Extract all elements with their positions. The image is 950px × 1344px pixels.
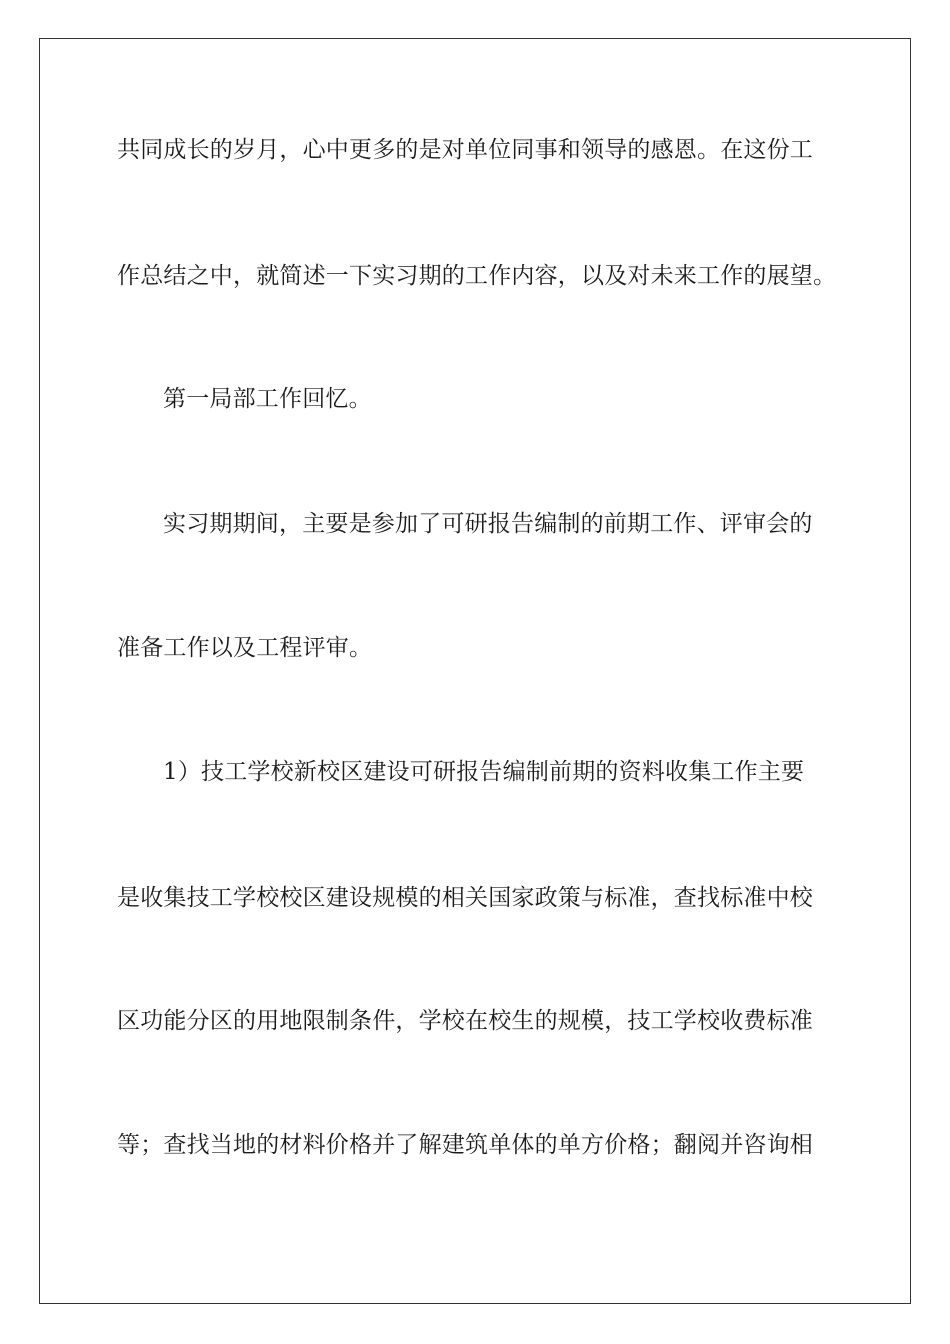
text-line-5: 准备工作以及工程评审。 xyxy=(117,635,373,661)
text-line-8: 区功能分区的用地限制条件，学校在校生的规模，技工学校收费标准 xyxy=(117,1008,813,1034)
text-line-9: 等；查找当地的材料价格并了解建筑单体的单方价格；翻阅并咨询相 xyxy=(117,1132,813,1158)
text-line-2: 作总结之中，就简述一下实习期的工作内容，以及对未来工作的展望。 xyxy=(117,263,837,289)
text-line-7: 是收集技工学校校区建设规模的相关国家政策与标准，查找标准中校 xyxy=(117,885,813,911)
text-line-4: 实习期期间，主要是参加了可研报告编制的前期工作、评审会的 xyxy=(163,511,813,537)
page-border xyxy=(39,38,911,1304)
section-heading: 第一局部工作回忆。 xyxy=(163,386,372,412)
text-line-6: 1）技工学校新校区建设可研报告编制前期的资料收集工作主要 xyxy=(163,759,805,785)
text-line-1: 共同成长的岁月，心中更多的是对单位同事和领导的感恩。在这份工 xyxy=(117,137,813,163)
